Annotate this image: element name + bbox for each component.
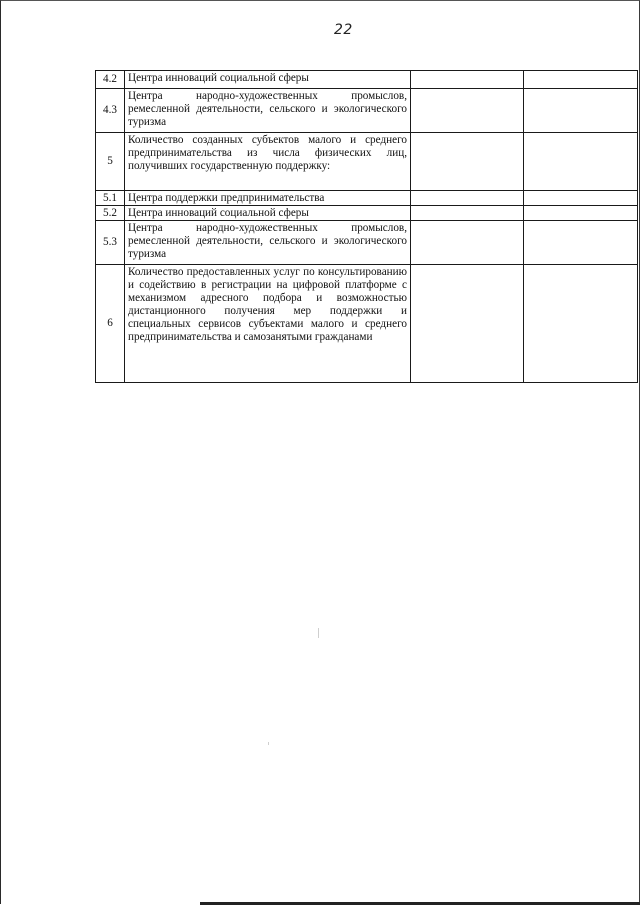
row-text: Центра народно-художественных промыслов, ремесленной деятельности, сельского и экологического туризма — [125, 89, 411, 133]
row-text: Количество предоставленных услуг по консультированию и содействию в регистрации на цифровой платформе с механизмом адресного подбора и возможностью дистанционного получения мер поддержки и специальных сервисов субъектами малого и среднего предпринимательства и самозанятыми гражданами — [125, 265, 411, 383]
value-cell — [411, 89, 524, 133]
table-row — [96, 191, 638, 206]
row-number: 4.2 — [96, 71, 125, 89]
table-row — [96, 265, 638, 383]
table-row — [96, 133, 638, 191]
row-text: Центра инноваций социальной сферы — [125, 71, 411, 89]
value-cell — [524, 191, 638, 206]
value-cell — [411, 206, 524, 221]
value-cell — [411, 265, 524, 383]
value-cell — [524, 89, 638, 133]
row-text: Центра народно-художественных промыслов, ремесленной деятельности, сельского и экологического туризма — [125, 221, 411, 265]
table-row — [96, 71, 638, 89]
value-cell — [411, 191, 524, 206]
value-cell — [524, 206, 638, 221]
value-cell — [524, 265, 638, 383]
value-cell — [411, 133, 524, 191]
row-number: 5.1 — [96, 191, 125, 206]
row-number: 5.2 — [96, 206, 125, 221]
scan-speck — [318, 628, 319, 638]
row-text: Центра инноваций социальной сферы — [125, 206, 411, 221]
value-cell — [524, 133, 638, 191]
row-text: Количество созданных субъектов малого и среднего предпринимательства из числа физических лиц, получивших государственную поддержку: — [125, 133, 411, 191]
row-number: 5 — [96, 133, 125, 191]
page-number: 22 — [334, 22, 353, 38]
table-row — [96, 206, 638, 221]
row-text: Центра поддержки предпринимательства — [125, 191, 411, 206]
value-cell — [411, 71, 524, 89]
table-row — [96, 89, 638, 133]
row-number: 5.3 — [96, 221, 125, 265]
indicator-table — [95, 70, 638, 383]
value-cell — [411, 221, 524, 265]
row-number: 4.3 — [96, 89, 125, 133]
value-cell — [524, 221, 638, 265]
scan-speck — [268, 742, 269, 745]
row-number: 6 — [96, 265, 125, 383]
table-row — [96, 221, 638, 265]
value-cell — [524, 71, 638, 89]
